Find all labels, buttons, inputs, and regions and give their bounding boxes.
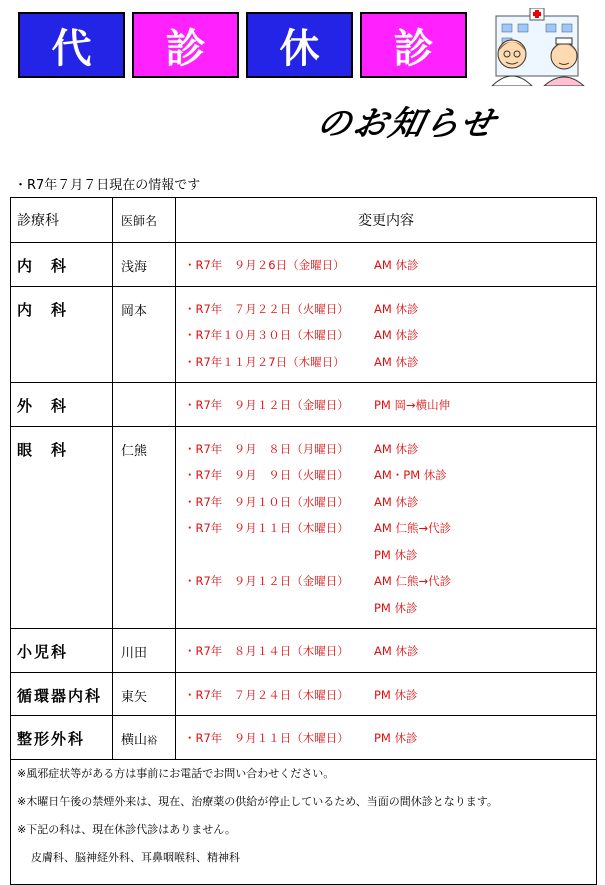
change-status: PM 休診 (374, 547, 418, 562)
change-line (176, 542, 596, 569)
change-date: ・R7年 ８月１４日（木曜日） (184, 644, 349, 659)
doctor-name: 仁熊 (121, 443, 148, 459)
change-line (176, 436, 596, 463)
table-row (11, 286, 597, 383)
change-line (176, 462, 596, 489)
change-date: ・R7年 ９月１１日（木曜日） (184, 731, 349, 746)
table-row (11, 426, 597, 629)
doctor-name: 川田 (121, 646, 148, 661)
header-dept: 診療科 (11, 198, 113, 243)
change-status: AM 仁熊→代診 (374, 521, 452, 536)
title-char-4: 診 (360, 12, 467, 78)
table-row (11, 629, 597, 673)
change-status: PM 岡→横山伸 (374, 398, 451, 413)
change-date: ・R7年１１月２7日（木曜日） (184, 354, 345, 369)
notes-cell (11, 759, 597, 884)
change-status: AM 休診 (374, 494, 419, 509)
change-line (176, 515, 596, 542)
dept-cell: 内 科 (11, 286, 113, 383)
change-date: ・R7年 ９月１２日（金曜日） (184, 574, 349, 589)
change-line (176, 296, 596, 323)
doctor-cell (113, 286, 176, 383)
dept-cell: 外 科 (11, 383, 113, 427)
change-date: ・R7年 ９月２6日（金曜日） (184, 258, 345, 273)
change-date: ・R7年 ９月 ８日（月曜日） (184, 441, 349, 456)
change-status: PM 休診 (374, 600, 418, 615)
doctor-cell (113, 243, 176, 287)
title-char-3: 休 (246, 12, 353, 78)
change-date: ・R7年１０月３０日（木曜日） (184, 328, 349, 343)
doctor-name: 横山 (121, 733, 148, 748)
as-of-date: ・R7年７月７日現在の情報です (14, 178, 201, 193)
note-3: ※下記の科は、現在休診代診はありません。 (17, 822, 236, 836)
change-status: PM 休診 (374, 731, 418, 746)
change-status: AM 休診 (374, 441, 419, 456)
change-status: PM 休診 (374, 687, 418, 702)
doctor-cell (113, 716, 176, 760)
notice-heading: のお知らせ (313, 104, 501, 144)
title-char-1: 代 (18, 12, 125, 78)
table-row (11, 716, 597, 760)
dept-cell: 循環器内科 (11, 672, 113, 716)
doctor-cell (113, 426, 176, 629)
change-line (176, 489, 596, 516)
change-line (176, 725, 596, 752)
dept-cell: 内 科 (11, 243, 113, 287)
change-cell (176, 286, 597, 383)
doctor-cell (113, 383, 176, 427)
note-2: ※木曜日午後の禁煙外来は、現在、治療薬の供給が停止しているため、当面の間休診となります。 (17, 794, 498, 808)
change-line (176, 595, 596, 622)
header-doctor: 医師名 (113, 198, 176, 243)
doctor-cell (113, 629, 176, 673)
doctor-name: 岡本 (121, 303, 148, 319)
change-cell (176, 629, 597, 673)
change-cell (176, 716, 597, 760)
change-line (176, 322, 596, 349)
change-line (176, 568, 596, 595)
change-cell (176, 426, 597, 629)
change-status: AM・PM 休診 (374, 468, 447, 483)
schedule-table (10, 197, 597, 885)
doctor-name-suffix: 裕 (147, 736, 158, 747)
dept-cell: 整形外科 (11, 716, 113, 760)
change-line (176, 349, 596, 376)
hospital-doctor-nurse-illustration (482, 8, 592, 86)
doctor-name: 東矢 (121, 689, 148, 705)
change-line (176, 392, 596, 419)
note-1: ※風邪症状等がある方は事前にお電話でお問い合わせください。 (17, 766, 335, 780)
change-date: ・R7年 ９月 ９日（火曜日） (184, 468, 349, 483)
table-row (11, 672, 597, 716)
table-row (11, 243, 597, 287)
note-4: 皮膚科、脳神経外科、耳鼻咽喉科、精神科 (31, 850, 240, 864)
change-date: ・R7年 ７月２４日（木曜日） (184, 687, 349, 702)
change-line (176, 682, 596, 709)
change-line (176, 638, 596, 665)
doctor-name: 浅海 (121, 260, 148, 275)
title-char-2: 診 (132, 12, 239, 78)
change-cell (176, 383, 597, 427)
change-date: ・R7年 ７月２２日（火曜日） (184, 301, 349, 316)
change-cell (176, 243, 597, 287)
change-status: AM 仁熊→代診 (374, 574, 452, 589)
change-line (176, 252, 596, 279)
change-status: AM 休診 (374, 301, 419, 316)
dept-cell: 眼 科 (11, 426, 113, 629)
change-status: AM 休診 (374, 328, 419, 343)
change-date: ・R7年 ９月１２日（金曜日） (184, 398, 349, 413)
header-change: 変更内容 (176, 198, 597, 243)
change-status: AM 休診 (374, 644, 419, 659)
change-status: AM 休診 (374, 354, 419, 369)
change-cell (176, 672, 597, 716)
change-date: ・R7年 ９月１０日（水曜日） (184, 494, 349, 509)
dept-cell: 小児科 (11, 629, 113, 673)
change-status: AM 休診 (374, 258, 419, 273)
table-row (11, 383, 597, 427)
change-date: ・R7年 ９月１１日（木曜日） (184, 521, 349, 536)
doctor-cell (113, 672, 176, 716)
